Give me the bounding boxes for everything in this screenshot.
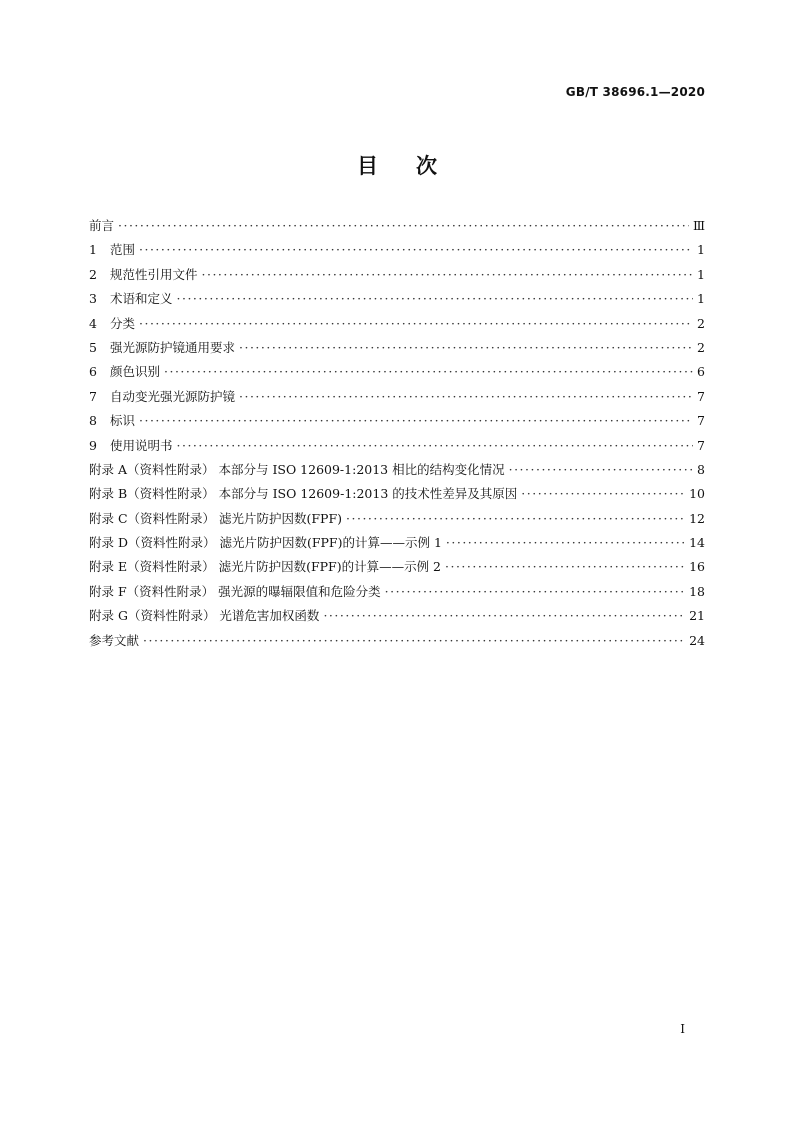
toc-entry[interactable] [89, 263, 705, 287]
toc-entry-page: 14 [689, 535, 705, 551]
toc-entry-text: 附录 E（资料性附录） 滤光片防护因数(FPF)的计算——示例 2 [89, 559, 442, 575]
toc-entry-label [89, 385, 235, 409]
toc-entry-page: 6 [697, 364, 705, 380]
toc-leader-dots [139, 409, 693, 433]
toc-entry-text: 强光源防护镜通用要求 [110, 339, 236, 355]
toc-entry[interactable] [89, 458, 705, 482]
toc-entry[interactable] [89, 555, 705, 579]
toc-entry[interactable] [89, 629, 705, 653]
toc-entry-label [89, 629, 139, 653]
toc-entry-label [89, 555, 441, 579]
toc-entry-label [89, 238, 135, 262]
toc-entry-label [89, 580, 381, 604]
page-title [0, 150, 794, 180]
toc-leader-dots [445, 555, 685, 579]
toc-leader-dots [202, 263, 693, 287]
toc-entry-number: 3 [89, 291, 97, 307]
toc-entry[interactable] [89, 482, 705, 506]
toc-entry-page: 7 [697, 413, 705, 429]
toc-entry-text: 术语和定义 [110, 291, 173, 307]
toc-entry-text: 前言 [89, 217, 115, 233]
toc-entry-label [89, 604, 319, 628]
title-char-1: 目 [357, 153, 378, 178]
toc-entry-text: 使用说明书 [110, 437, 173, 453]
toc-entry-text: 范围 [110, 242, 136, 258]
toc-entry-text: 附录 D（资料性附录） 滤光片防护因数(FPF)的计算——示例 1 [89, 535, 442, 551]
toc-entry-number: 9 [89, 437, 97, 453]
toc-entry-page: 1 [697, 266, 705, 282]
toc-entry-page: 7 [697, 437, 705, 453]
toc-entry-page: 2 [697, 315, 705, 331]
toc-leader-dots [239, 336, 693, 360]
toc-leader-dots [139, 312, 693, 336]
toc-entry-text: 附录 C（资料性附录） 滤光片防护因数(FPF) [89, 510, 343, 526]
toc-entry[interactable] [89, 507, 705, 531]
toc-entry[interactable] [89, 604, 705, 628]
toc-leader-dots [323, 604, 685, 628]
toc-leader-dots [139, 238, 693, 262]
toc-leader-dots [509, 458, 693, 482]
title-char-2: 次 [416, 153, 437, 178]
toc-entry-number: 7 [89, 388, 97, 404]
toc-entry[interactable] [89, 287, 705, 311]
toc-entry-page: 8 [697, 461, 705, 477]
toc-entry-number: 8 [89, 413, 97, 429]
toc-entry-number: 4 [89, 315, 97, 331]
toc-entry-page: 2 [697, 339, 705, 355]
toc-leader-dots [346, 507, 685, 531]
toc-leader-dots [521, 482, 685, 506]
toc-entry-page: 21 [689, 608, 705, 624]
toc-leader-dots [239, 385, 693, 409]
toc-entry-label [89, 312, 135, 336]
toc-entry-number: 1 [89, 242, 97, 258]
toc-entry-label [89, 458, 505, 482]
toc-entry-text: 规范性引用文件 [110, 266, 198, 282]
toc-entry[interactable] [89, 238, 705, 262]
toc-leader-dots [118, 214, 689, 238]
toc-entry-label [89, 263, 198, 287]
toc-entry-label [89, 507, 342, 531]
toc-entry-label [89, 336, 235, 360]
toc-entry-label [89, 434, 173, 458]
toc-entry[interactable] [89, 385, 705, 409]
toc-entry-page: 24 [689, 632, 705, 648]
toc-entry-label [89, 531, 442, 555]
toc-entry-label [89, 287, 173, 311]
toc-entry-page: 10 [689, 486, 705, 502]
toc-entry[interactable] [89, 312, 705, 336]
toc-entry-text: 标识 [110, 413, 136, 429]
toc-entry-text: 附录 A（资料性附录） 本部分与 ISO 12609-1:2013 相比的结构变化情况 [89, 461, 505, 477]
toc-entry-page: Ⅲ [692, 217, 705, 233]
toc-entry-text: 参考文献 [89, 632, 140, 648]
standard-number: GB/T 38696.1—2020 [565, 85, 705, 99]
toc-entry-page: 12 [689, 510, 705, 526]
toc-entry-page: 18 [689, 583, 705, 599]
toc-leader-dots [143, 629, 685, 653]
toc-entry[interactable] [89, 531, 705, 555]
toc-entry[interactable] [89, 214, 705, 238]
toc-entry-text: 附录 F（资料性附录） 强光源的曝辐限值和危险分类 [89, 583, 381, 599]
toc-leader-dots [446, 531, 685, 555]
toc-entry-label [89, 482, 517, 506]
toc-entry-label [89, 360, 160, 384]
toc-entry-label [89, 214, 114, 238]
toc-entry[interactable] [89, 580, 705, 604]
toc-entry-text: 附录 G（资料性附录） 光谱危害加权函数 [89, 608, 320, 624]
toc-entry-page: 1 [697, 291, 705, 307]
toc-entry[interactable] [89, 336, 705, 360]
toc-entry-number: 2 [89, 266, 97, 282]
toc-entry-number: 5 [89, 339, 97, 355]
page-folio: I [680, 1022, 685, 1036]
toc-leader-dots [385, 580, 685, 604]
toc-entry-page: 7 [697, 388, 705, 404]
toc-entry-label [89, 409, 135, 433]
toc-entry[interactable] [89, 409, 705, 433]
toc-entry-page: 16 [689, 559, 705, 575]
toc-leader-dots [177, 434, 693, 458]
table-of-contents [89, 214, 705, 653]
toc-entry-text: 自动变光强光源防护镜 [110, 388, 236, 404]
toc-leader-dots [164, 360, 693, 384]
toc-entry-text: 颜色识别 [110, 364, 161, 380]
toc-entry-text: 附录 B（资料性附录） 本部分与 ISO 12609-1:2013 的技术性差异及其原因 [89, 486, 518, 502]
toc-entry-text: 分类 [110, 315, 136, 331]
toc-entry-number: 6 [89, 364, 97, 380]
toc-entry-page: 1 [697, 242, 705, 258]
toc-entry[interactable] [89, 434, 705, 458]
toc-entry[interactable] [89, 360, 705, 384]
toc-leader-dots [177, 287, 693, 311]
